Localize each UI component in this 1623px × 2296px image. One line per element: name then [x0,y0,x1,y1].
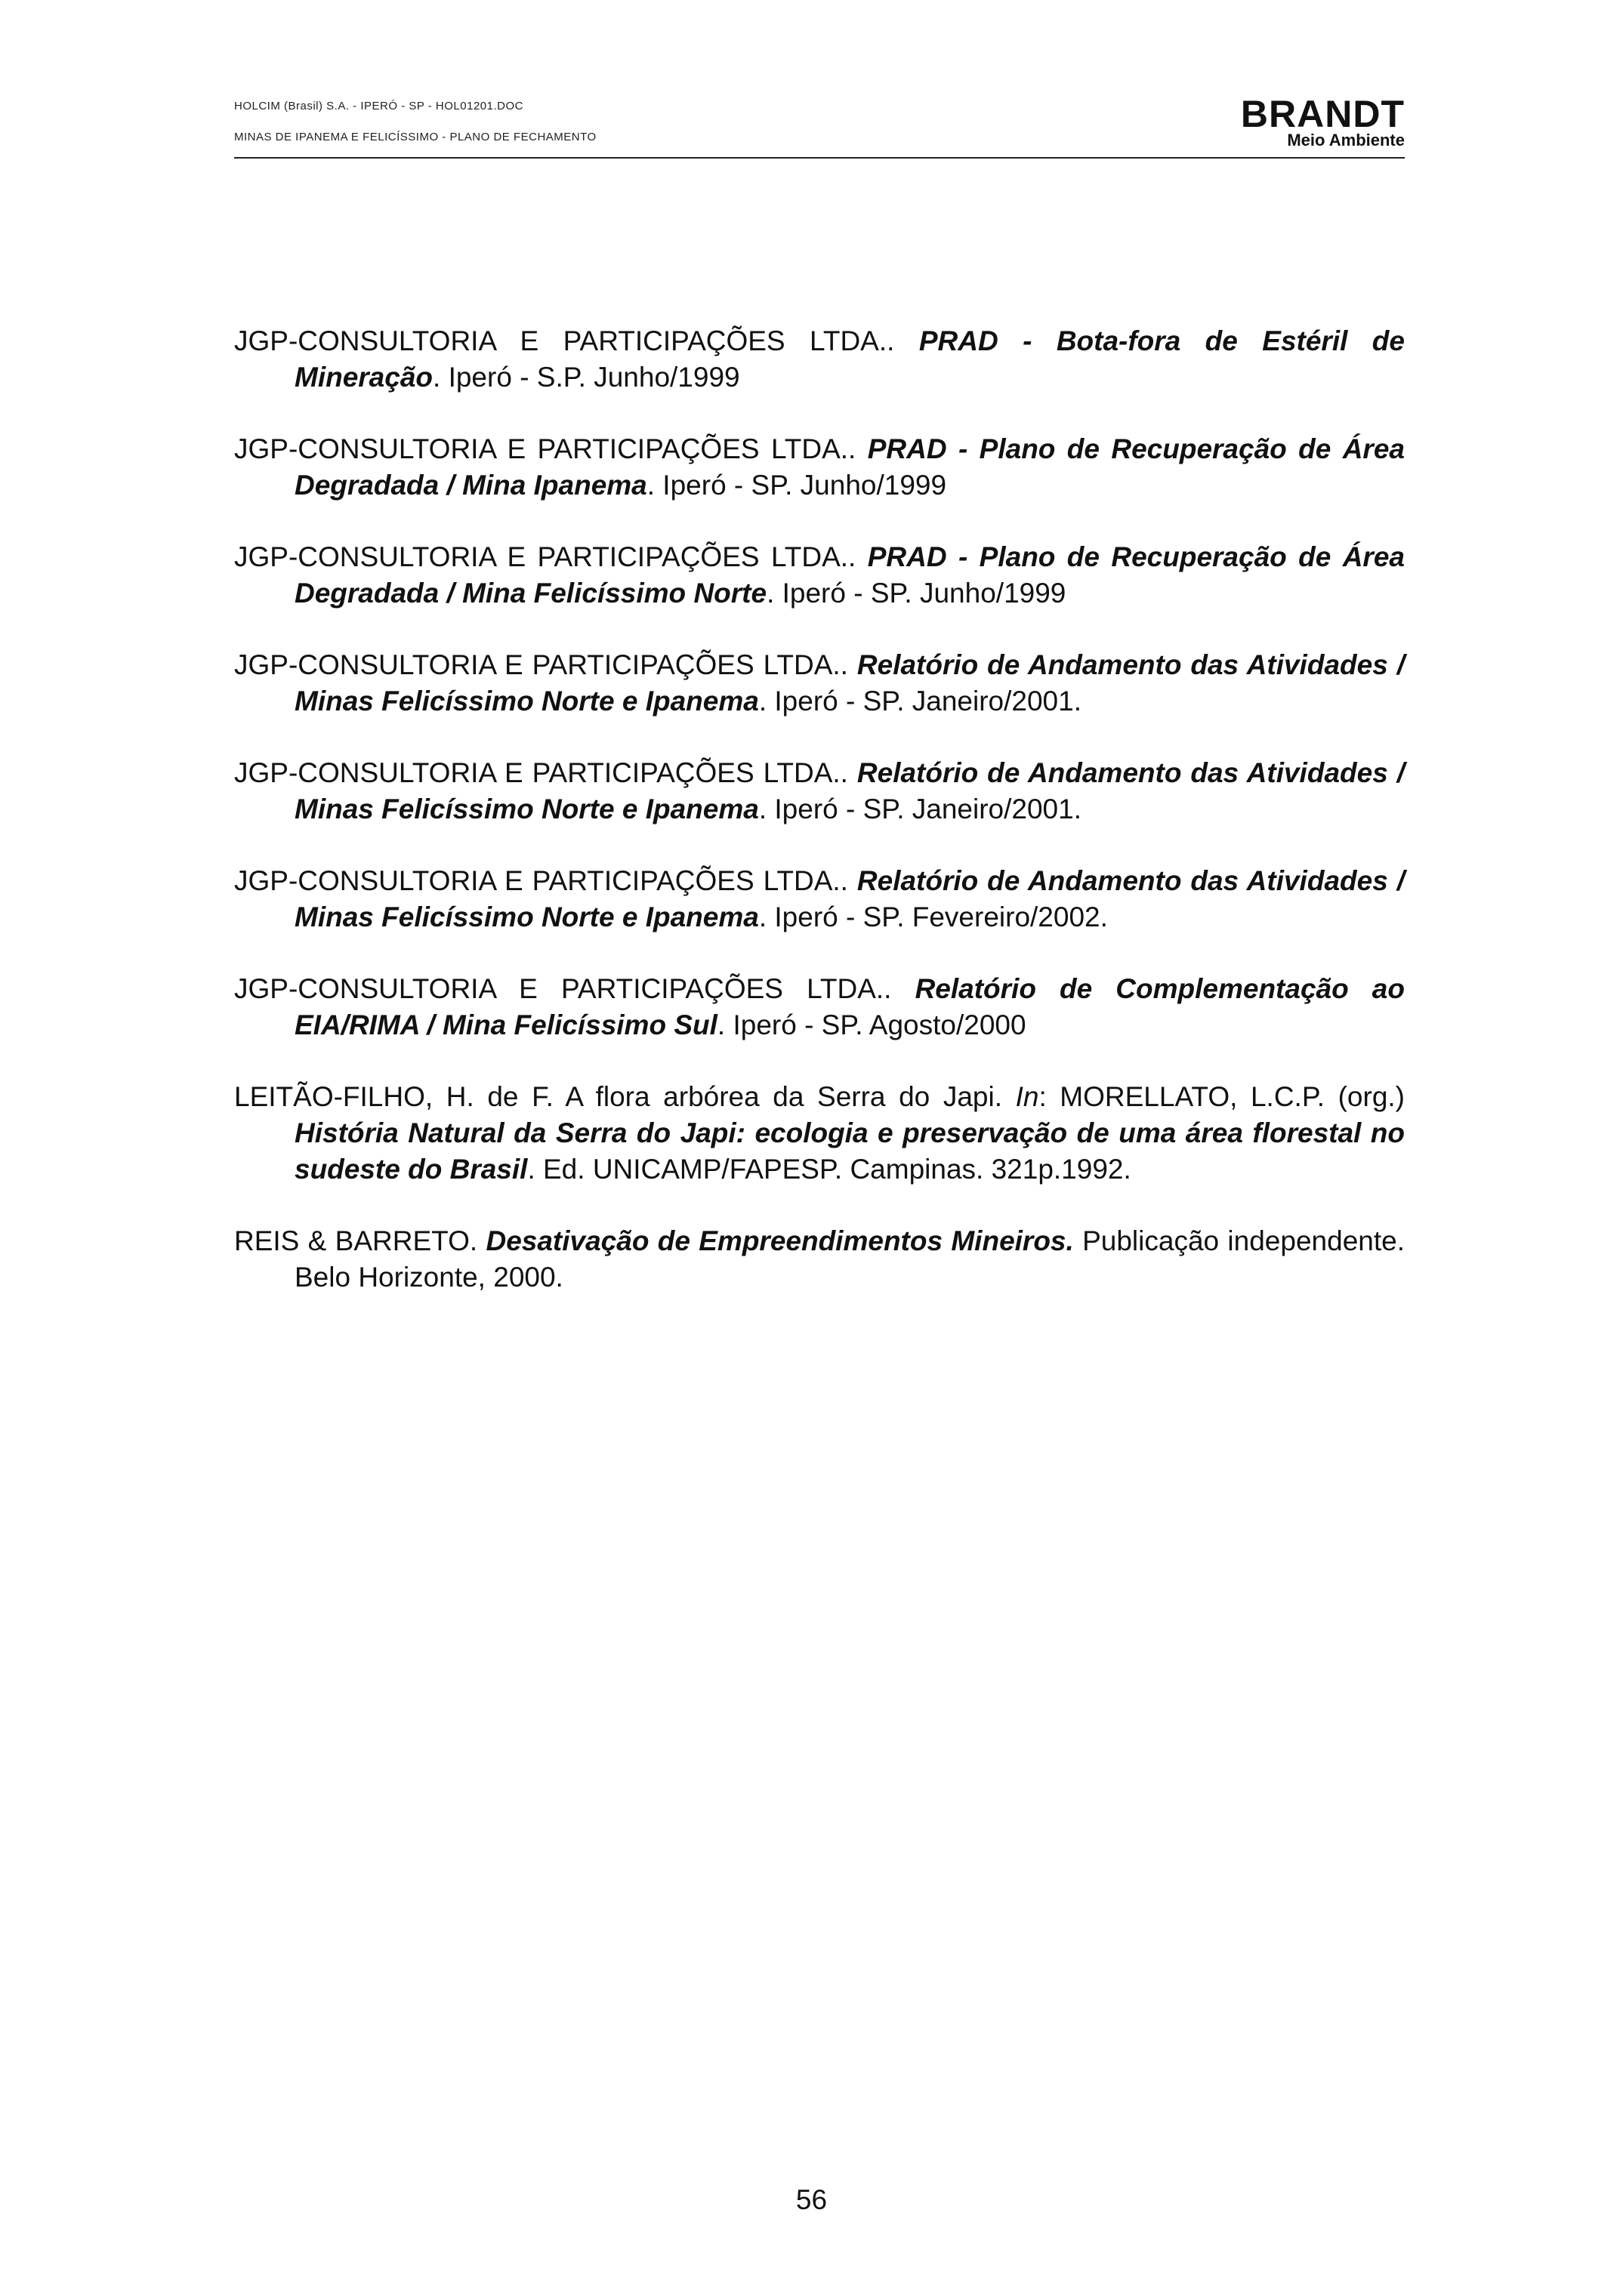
brandt-logo [1239,93,1405,149]
reference-details: . Iperó - SP. Fevereiro/2002. [758,901,1108,932]
reference-item [234,539,1405,612]
header-document-id: HOLCIM (Brasil) S.A. - IPERÓ - SP - HOL01201.DOC [234,100,523,112]
reference-item [234,971,1405,1043]
reference-details: . Iperó - SP. Junho/1999 [767,578,1066,609]
reference-details: . Iperó - SP. Agosto/2000 [717,1009,1026,1040]
reference-author: LEITÃO-FILHO, H. de F. A flora arbórea da Serra do Japi. [234,1081,1016,1112]
reference-editor: : MORELLATO, L.C.P. (org.) [1038,1081,1405,1112]
reference-item [234,323,1405,396]
reference-author: JGP-CONSULTORIA E PARTICIPAÇÕES LTDA.. [234,433,868,464]
logo-tagline: Meio Ambiente [1287,131,1405,149]
reference-details: . Iperó - SP. Janeiro/2001. [758,794,1081,824]
page-header [234,93,1405,159]
reference-author: REIS & BARRETO. [234,1225,486,1256]
reference-title: Relatório de Andamento das Atividades / Minas Felicíssimo Norte e Ipanema [295,649,1405,717]
reference-in-marker: In [1015,1081,1039,1112]
reference-title: PRAD - Bota-fora de Estéril de Mineração [295,325,1405,393]
reference-details: . Iperó - S.P. Junho/1999 [433,362,740,393]
reference-author: JGP-CONSULTORIA E PARTICIPAÇÕES LTDA.. [234,865,857,896]
reference-details: . Iperó - SP. Junho/1999 [646,470,947,501]
logo-wordmark: BRANDT [1240,93,1405,135]
header-document-title: MINAS DE IPANEMA E FELICÍSSIMO - PLANO DE FECHAMENTO [234,131,597,143]
reference-item [234,755,1405,827]
reference-author: JGP-CONSULTORIA E PARTICIPAÇÕES LTDA.. [234,757,857,788]
reference-item [234,863,1405,935]
reference-item-reis [234,1223,1405,1296]
reference-author: JGP-CONSULTORIA E PARTICIPAÇÕES LTDA.. [234,973,915,1004]
reference-title: Relatório de Andamento das Atividades / Minas Felicíssimo Norte e Ipanema [295,757,1405,824]
reference-author: JGP-CONSULTORIA E PARTICIPAÇÕES LTDA.. [234,325,919,356]
reference-list [234,323,1405,1331]
reference-title: PRAD - Plano de Recuperação de Área Degradada / Mina Ipanema [295,433,1405,501]
reference-title: PRAD - Plano de Recuperação de Área Degradada / Mina Felicíssimo Norte [295,541,1405,609]
reference-author: JGP-CONSULTORIA E PARTICIPAÇÕES LTDA.. [234,541,868,572]
reference-details: . Iperó - SP. Janeiro/2001. [758,686,1081,717]
reference-title: História Natural da Serra do Japi: ecologia e preservação de uma área florestal no sudeste do Brasil [295,1117,1405,1185]
reference-author: JGP-CONSULTORIA E PARTICIPAÇÕES LTDA.. [234,649,857,680]
reference-title: Relatório de Complementação ao EIA/RIMA / Mina Felicíssimo Sul [295,973,1405,1040]
header-divider [234,157,1405,159]
reference-details: Publicação independente. Belo Horizonte, 2000. [295,1225,1405,1293]
reference-title: Relatório de Andamento das Atividades / Minas Felicíssimo Norte e Ipanema [295,865,1405,932]
page-number: 56 [795,2184,828,2215]
reference-item [234,647,1405,720]
reference-details: . Ed. UNICAMP/FAPESP. Campinas. 321p.1992. [527,1154,1131,1185]
reference-title: Desativação de Empreendimentos Mineiros. [486,1225,1074,1256]
reference-item [234,431,1405,504]
reference-item-leitao [234,1079,1405,1188]
